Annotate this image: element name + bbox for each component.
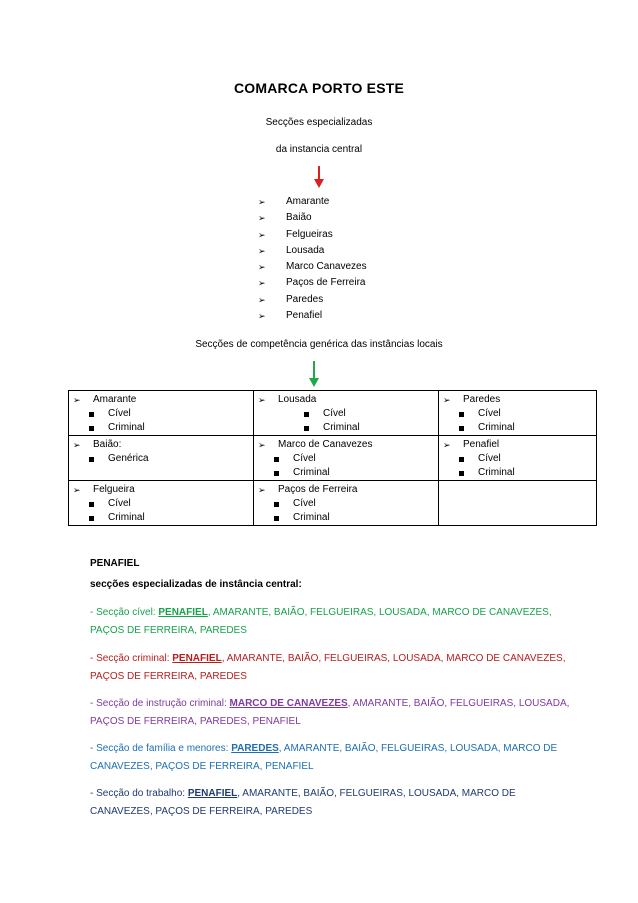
locals-table <box>68 390 597 526</box>
list-item: ➢ Amarante <box>258 194 367 210</box>
arrow-bullet-icon: ➢ <box>73 485 81 495</box>
table-cell: ➢ Marco de Canavezes Cível Criminal <box>254 436 439 481</box>
arrow-bullet-icon: ➢ <box>443 440 451 450</box>
list-item: ➢ Penafiel <box>258 308 367 324</box>
square-bullet-icon <box>89 457 94 462</box>
table-row <box>69 391 597 436</box>
central-list <box>258 194 367 324</box>
square-bullet-icon <box>89 502 94 507</box>
paragraph-criminal: - Secção criminal: PENAFIEL, AMARANTE, BAIÃO, FELGUEIRAS, LOUSADA, MARCO DE CANAVEZES, PAÇOS DE FERREIRA, PAREDES <box>90 653 566 682</box>
arrow-bullet-icon: ➢ <box>258 262 266 273</box>
arrow-bullet-icon: ➢ <box>258 245 266 256</box>
square-bullet-icon <box>459 426 464 431</box>
square-bullet-icon <box>274 516 279 521</box>
arrow-bullet-icon: ➢ <box>73 440 81 450</box>
table-cell: ➢ Felgueira Cível Criminal <box>69 481 254 526</box>
square-bullet-icon <box>274 471 279 476</box>
table-cell-empty <box>439 481 597 526</box>
section-subtitle: secções especializadas de instância central: <box>90 579 302 590</box>
arrow-bullet-icon: ➢ <box>258 229 266 240</box>
square-bullet-icon <box>304 412 309 417</box>
square-bullet-icon <box>459 471 464 476</box>
section-title: PENAFIEL <box>90 558 140 569</box>
page-title: COMARCA PORTO ESTE <box>233 80 405 96</box>
square-bullet-icon <box>459 457 464 462</box>
arrow-bullet-icon: ➢ <box>443 395 451 405</box>
arrow-bullet-icon: ➢ <box>258 213 266 224</box>
square-bullet-icon <box>274 502 279 507</box>
table-cell: ➢ Penafiel Cível Criminal <box>439 436 597 481</box>
square-bullet-icon <box>274 457 279 462</box>
list-item: ➢ Paços de Ferreira <box>258 275 367 291</box>
square-bullet-icon <box>459 412 464 417</box>
arrow-bullet-icon: ➢ <box>258 395 266 405</box>
table-row <box>69 436 597 481</box>
list-item: ➢ Lousada <box>258 243 367 259</box>
table-cell: ➢ Lousada Cível Criminal <box>254 391 439 436</box>
table-row <box>69 481 597 526</box>
arrow-bullet-icon: ➢ <box>258 485 266 495</box>
paragraph-family: - Secção de família e menores: PAREDES, AMARANTE, BAIÃO, FELGUEIRAS, LOUSADA, MARCO DE CANAVEZES, PAÇOS DE FERREIRA, PENAFIEL <box>90 743 558 772</box>
arrow-bullet-icon: ➢ <box>258 278 266 289</box>
square-bullet-icon <box>89 412 94 417</box>
paragraph-civil: - Secção cível: PENAFIEL, AMARANTE, BAIÃO, FELGUEIRAS, LOUSADA, MARCO DE CANAVEZES, PAÇOS DE FERREIRA, PAREDES <box>90 607 552 636</box>
subtitle-central: da instancia central <box>275 144 363 155</box>
square-bullet-icon <box>304 426 309 431</box>
list-item: ➢ Felgueiras <box>258 227 367 243</box>
list-item: ➢ Marco Canavezes <box>258 259 367 275</box>
table-cell: ➢ Amarante Cível Criminal <box>69 391 254 436</box>
list-item: ➢ Paredes <box>258 292 367 308</box>
arrow-bullet-icon: ➢ <box>258 294 266 305</box>
subtitle-specialized: Secções especializadas <box>265 117 373 128</box>
paragraph-criminal-instruction: - Secção de instrução criminal: MARCO DE CANAVEZES, AMARANTE, BAIÃO, FELGUEIRAS, LOUSADA, PAÇOS DE FERREIRA, PAREDES, PENAFIEL <box>90 698 570 727</box>
square-bullet-icon <box>89 426 94 431</box>
arrow-bullet-icon: ➢ <box>73 395 81 405</box>
square-bullet-icon <box>89 516 94 521</box>
arrow-bullet-icon: ➢ <box>258 311 266 322</box>
table-cell: ➢ Paredes Cível Criminal <box>439 391 597 436</box>
paragraph-labour: - Secção do trabalho: PENAFIEL, AMARANTE, BAIÃO, FELGUEIRAS, LOUSADA, MARCO DE CANAVEZES, PAÇOS DE FERREIRA, PAREDES <box>90 788 516 817</box>
arrow-bullet-icon: ➢ <box>258 440 266 450</box>
table-cell: ➢ Baião: Genérica <box>69 436 254 481</box>
table-cell: ➢ Paços de Ferreira Cível Criminal <box>254 481 439 526</box>
list-item: ➢ Baião <box>258 210 367 226</box>
locals-heading: Secções de competência genérica das instâncias locais <box>195 339 443 350</box>
arrow-bullet-icon: ➢ <box>258 197 266 207</box>
